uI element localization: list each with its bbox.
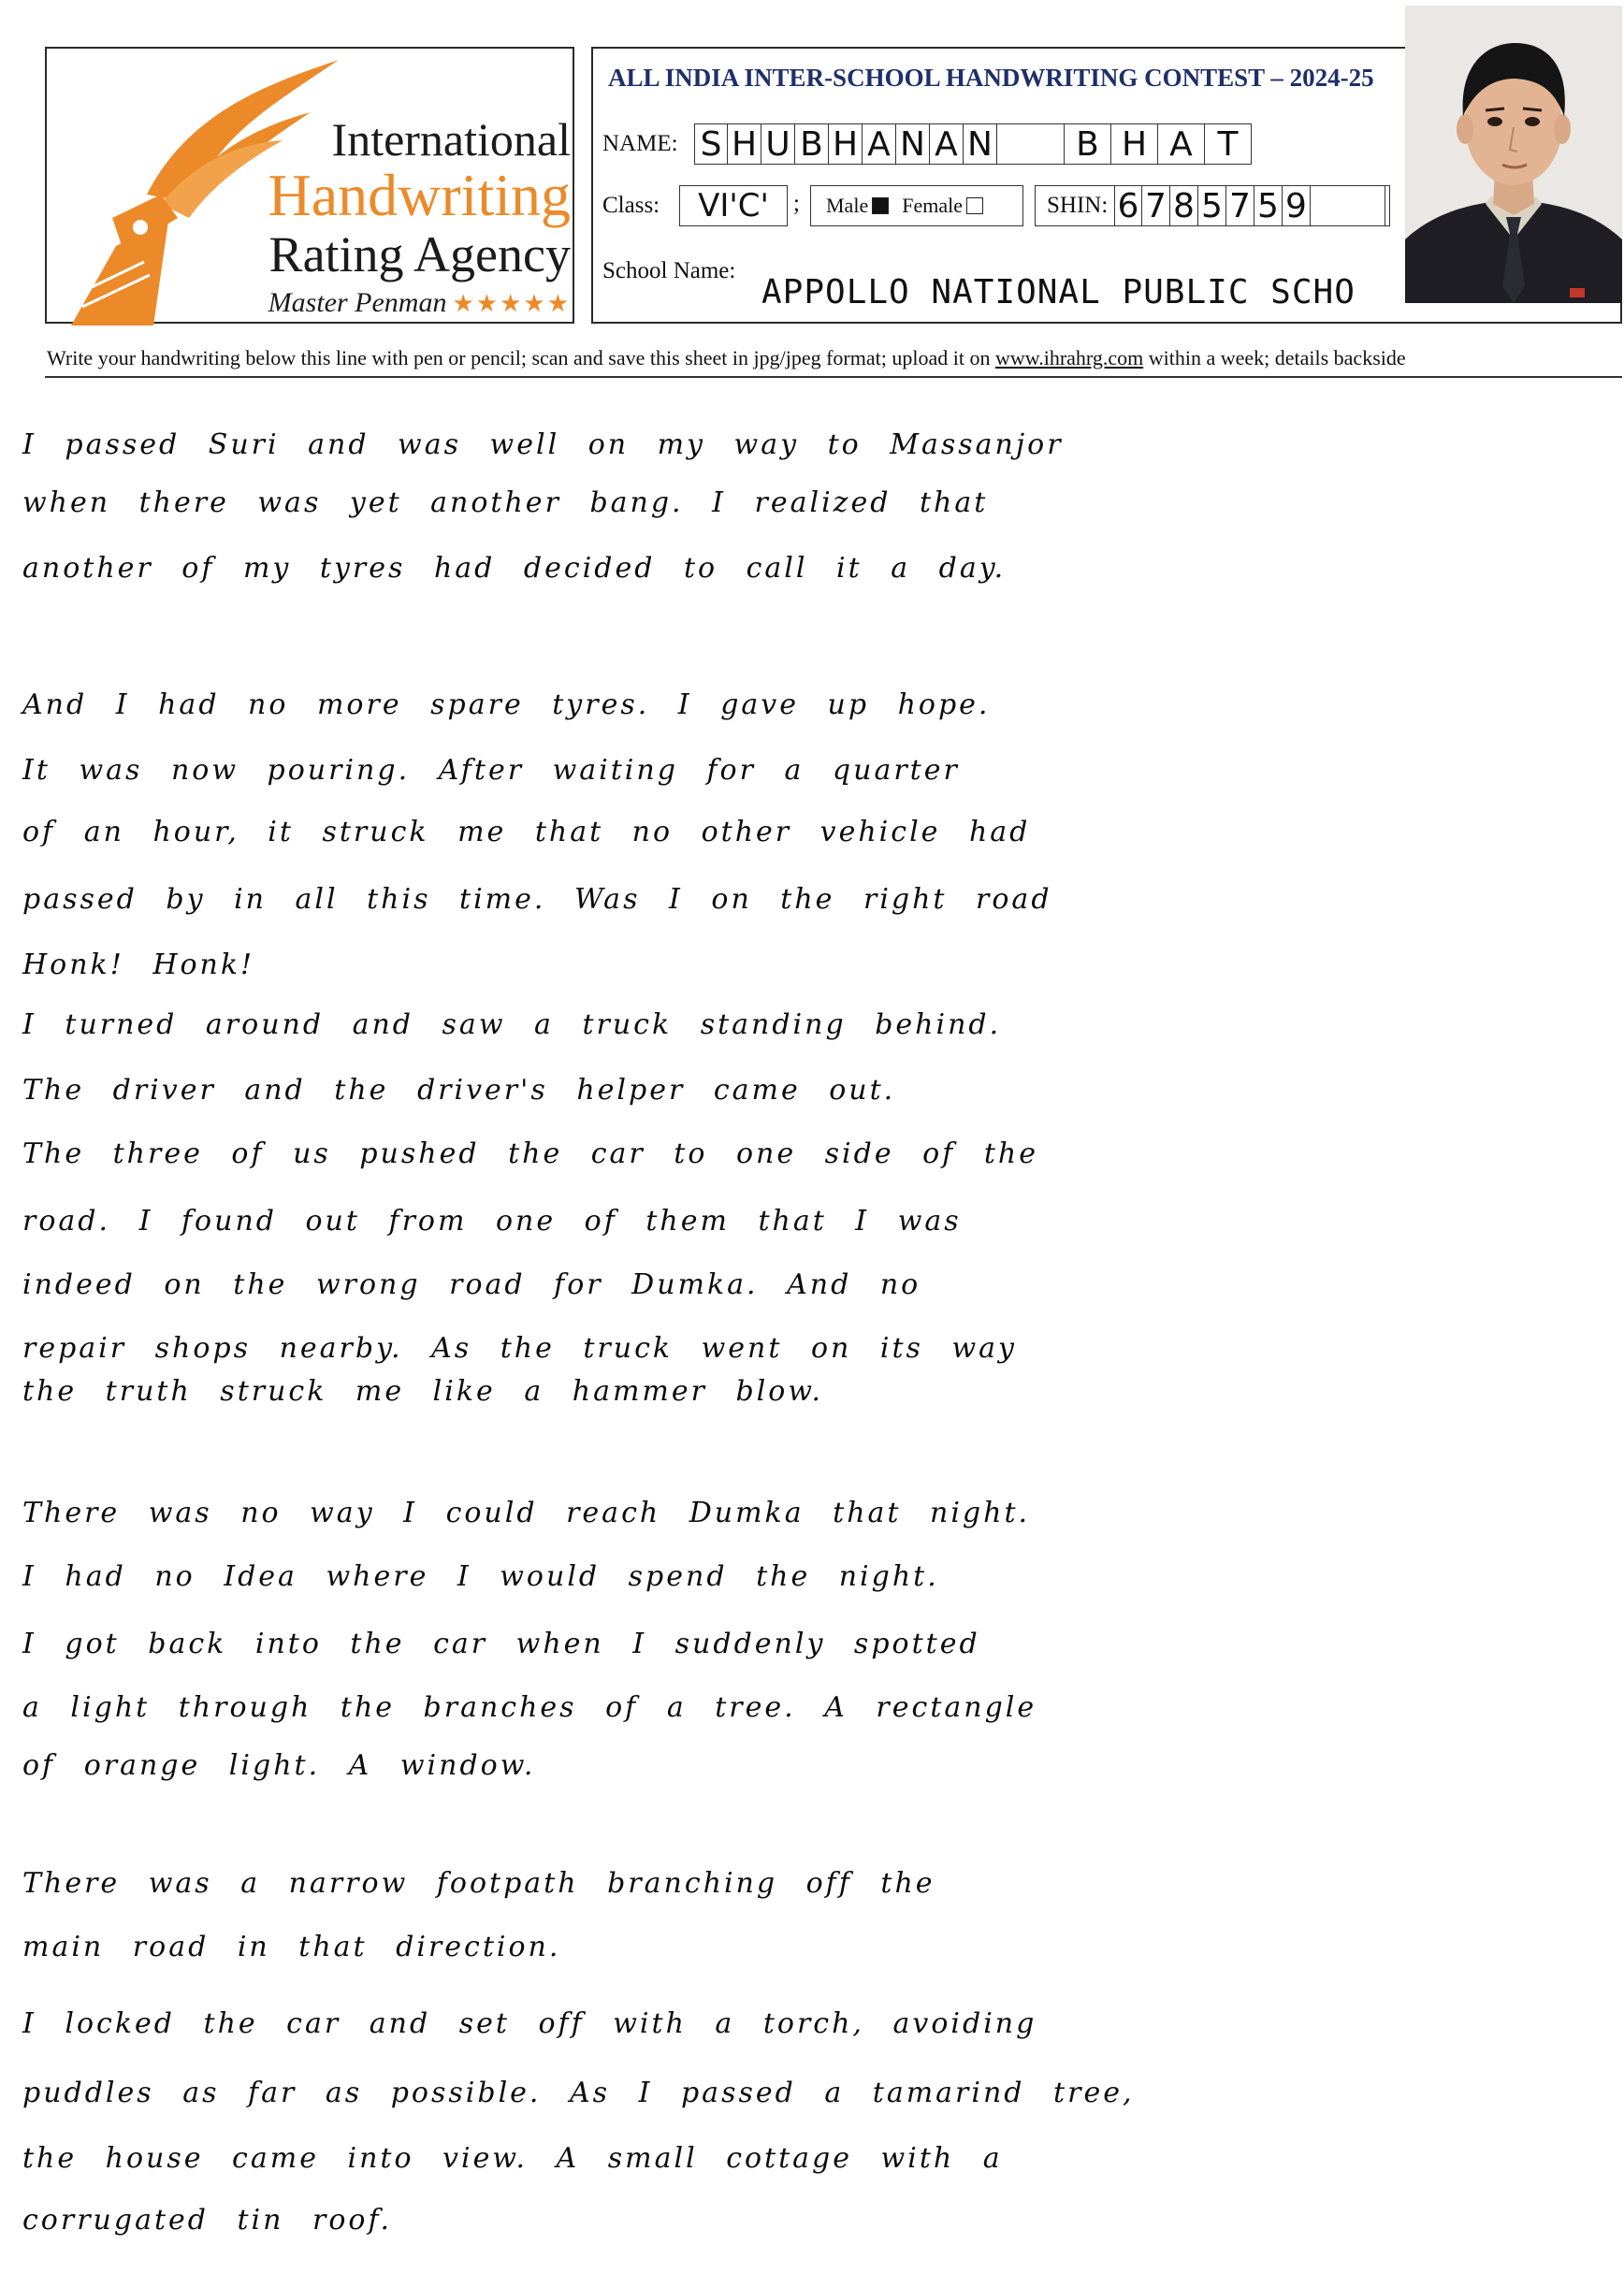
student-photo (1405, 6, 1622, 303)
name-char: B (795, 123, 829, 165)
shin-char: 9 (1283, 185, 1311, 226)
divider-line (45, 376, 1622, 378)
name-label: NAME: (602, 131, 678, 156)
male-label: Male (826, 194, 869, 217)
male-checkbox[interactable] (872, 197, 889, 214)
school-name-label: School Name: (602, 258, 736, 283)
master-penman-text: Master Penman (268, 287, 447, 318)
handwriting-line: And I had no more spare tyres. I gave up hope. (22, 688, 991, 721)
shin-field[interactable] (1035, 185, 1390, 226)
handwriting-line: of an hour, it struck me that no other vehicle had (22, 816, 1031, 848)
contest-title: ALL INDIA INTER-SCHOOL HANDWRITING CONTEST – 2024-25 (608, 64, 1374, 92)
name-char: T (1205, 123, 1252, 165)
female-label: Female (902, 194, 963, 217)
shin-char: 7 (1226, 185, 1254, 226)
handwriting-line: I got back into the car when I suddenly spotted (22, 1628, 980, 1660)
name-char: A (930, 123, 964, 165)
class-separator: ; (793, 191, 800, 216)
shin-char (1311, 185, 1385, 226)
handwriting-line: corrugated tin roof. (22, 2204, 393, 2237)
handwriting-line: another of my tyres had decided to call it a day. (22, 552, 1007, 585)
name-char: H (1111, 123, 1158, 165)
school-name-field[interactable]: APPOLLO NATIONAL PUBLIC SCHO (761, 273, 1356, 311)
handwriting-line: of orange light. A window. (22, 1749, 536, 1782)
handwriting-line: I passed Suri and was well on my way to Massanjor (22, 428, 1064, 461)
female-checkbox[interactable] (966, 197, 983, 214)
website-link[interactable]: www.ihrahrg.com (994, 346, 1144, 369)
handwriting-line: road. I found out from one of them that I was (22, 1205, 962, 1238)
instruction-before: Write your handwriting below this line with pen or pencil; scan and save this sheet in jpg/jpeg format; upload it on (47, 346, 995, 369)
handwriting-line: I had no Idea where I would spend the night. (22, 1560, 939, 1593)
handwriting-line: I turned around and saw a truck standing behind. (22, 1008, 1002, 1041)
logo-line-international: International (331, 113, 571, 166)
logo-line-rating-agency: Rating Agency (268, 226, 571, 282)
handwriting-line: The three of us pushed the car to one side of the (22, 1137, 1038, 1170)
shin-char: 7 (1142, 185, 1170, 226)
gender-field (810, 185, 1023, 226)
name-char: A (1158, 123, 1205, 165)
handwriting-line: puddles as far as possible. As I passed a tamarind tree, (22, 2077, 1135, 2109)
handwriting-line: It was now pouring. After waiting for a quarter (22, 754, 960, 787)
class-label: Class: (602, 193, 660, 218)
handwriting-line: a light through the branches of a tree. A rectangle (22, 1691, 1037, 1724)
shin-digits (1114, 185, 1385, 226)
handwriting-line: The driver and the driver's helper came out. (22, 1074, 896, 1107)
student-portrait-icon (1405, 6, 1622, 303)
instruction-text (47, 346, 1622, 370)
name-char: N (896, 123, 930, 165)
name-char (997, 123, 1065, 165)
handwriting-line: main road in that direction. (22, 1931, 561, 1963)
logo-line-master-penman (215, 282, 571, 325)
handwriting-line: when there was yet another bang. I realized that (22, 486, 989, 519)
instruction-after: within a week; details backside (1143, 346, 1406, 369)
name-char: B (1065, 123, 1111, 165)
agency-logo (45, 47, 574, 324)
name-char: U (761, 123, 795, 165)
logo-text (215, 114, 571, 325)
handwriting-line: the house came into view. A small cottage with a (22, 2142, 1003, 2175)
logo-line-handwriting: Handwriting (268, 162, 571, 228)
handwriting-line: I locked the car and set off with a torch, avoiding (22, 2007, 1037, 2040)
handwriting-line: the truth struck me like a hammer blow. (22, 1375, 823, 1408)
handwriting-line: repair shops nearby. As the truck went on its way (22, 1332, 1017, 1365)
shin-char: 5 (1198, 185, 1226, 226)
name-char: H (728, 123, 761, 165)
class-field[interactable]: VI'C' (679, 185, 788, 226)
handwriting-line: Honk! Honk! (22, 948, 255, 981)
name-char: S (694, 123, 728, 165)
handwriting-line: passed by in all this time. Was I on the right road (22, 883, 1052, 916)
handwriting-line: There was a narrow footpath branching off the (22, 1867, 935, 1900)
name-char: A (863, 123, 896, 165)
shin-char: 6 (1114, 185, 1142, 226)
shin-char: 8 (1170, 185, 1198, 226)
handwriting-line: indeed on the wrong road for Dumka. And no (22, 1268, 921, 1301)
name-field[interactable] (694, 123, 1252, 165)
star-rating-icon: ★★★★★ (452, 290, 571, 317)
handwriting-line: There was no way I could reach Dumka that night. (22, 1497, 1031, 1529)
shin-char: 5 (1254, 185, 1283, 226)
name-char: N (964, 123, 997, 165)
name-char: H (829, 123, 863, 165)
shin-label: SHIN: (1047, 193, 1109, 218)
